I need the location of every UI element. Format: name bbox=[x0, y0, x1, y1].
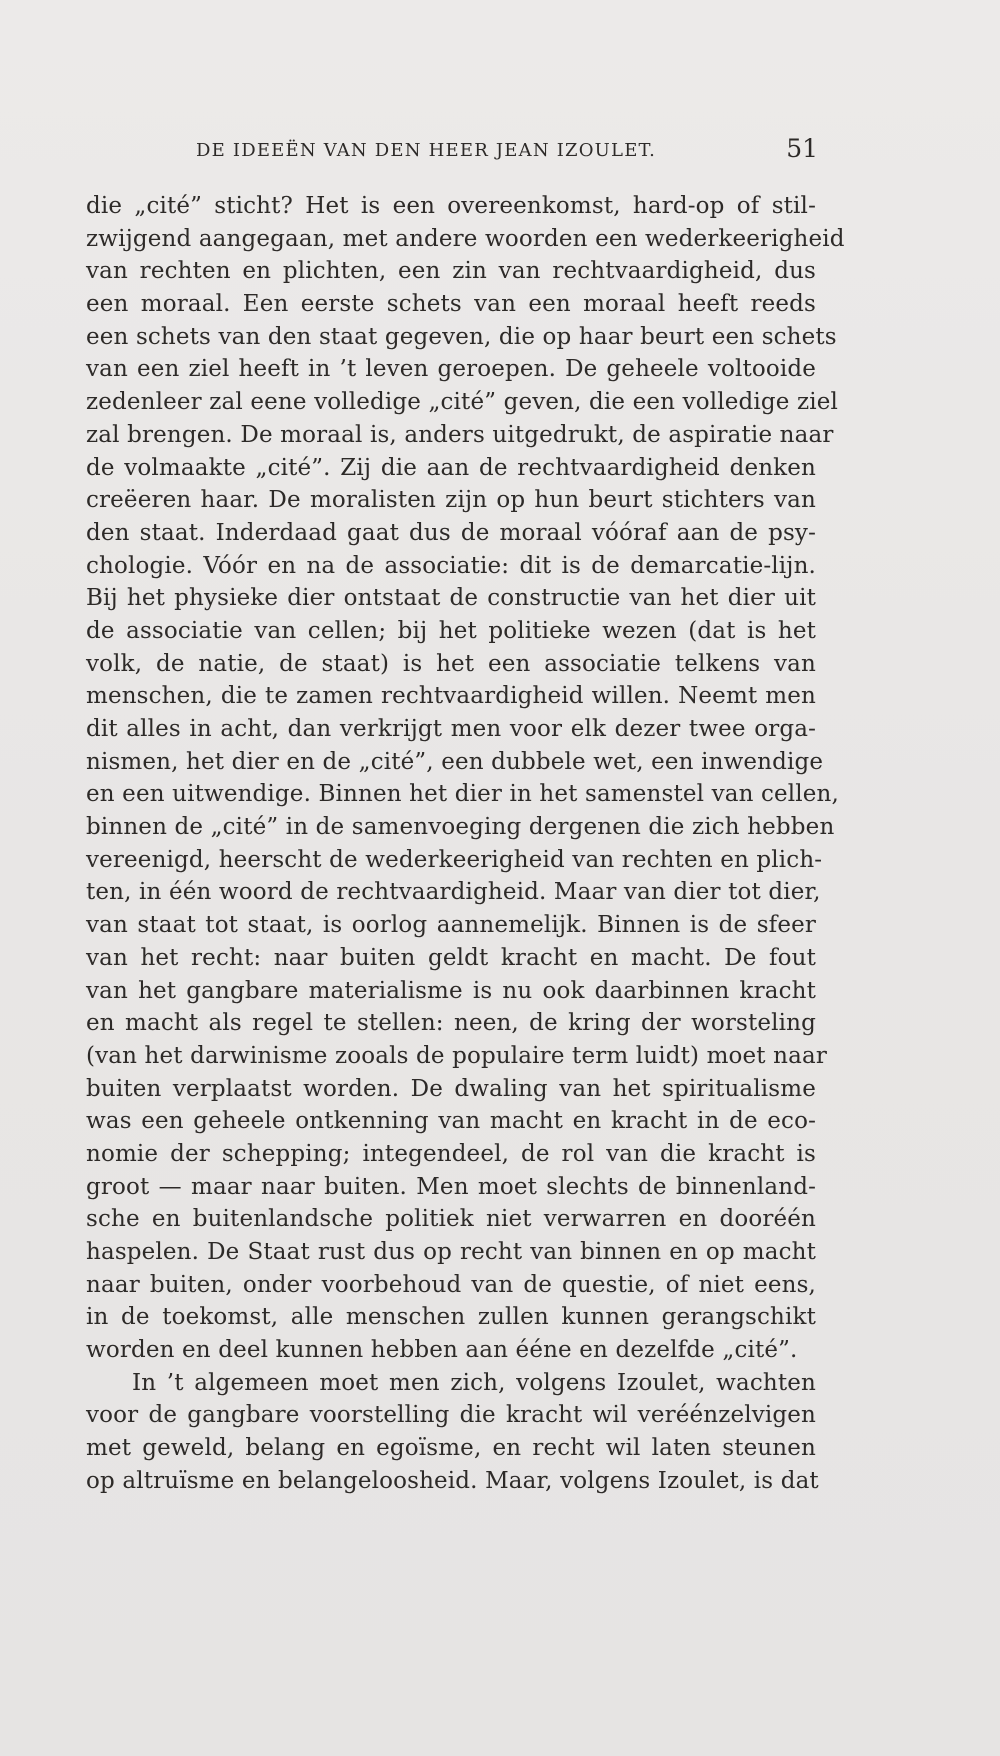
text-line: van staat tot staat, is oorlog aannemelijk. Binnen is de sfeer bbox=[86, 912, 816, 939]
paragraph-first-line: In ’t algemeen moet men zich, volgens Izoulet, wachten bbox=[132, 1369, 816, 1396]
running-title: DE IDEEËN VAN DEN HEER JEAN IZOULET. bbox=[196, 140, 657, 161]
text-line: zwijgend aangegaan, met andere woorden een wederkeerigheid bbox=[86, 225, 845, 252]
text-line: met geweld, belang en egoïsme, en recht wil laten steunen bbox=[86, 1435, 816, 1462]
paragraph-end-line: worden en deel kunnen hebben aan ééne en dezelfde „cité”. bbox=[86, 1337, 798, 1364]
text-line: de volmaakte „cité”. Zij die aan de rechtvaardigheid denken bbox=[86, 454, 816, 481]
text-line: binnen de „cité” in de samenvoeging dergenen die zich hebben bbox=[86, 814, 835, 841]
text-line: volk, de natie, de staat) is het een associatie telkens van bbox=[86, 650, 816, 677]
text-line: creëeren haar. De moralisten zijn op hun beurt stichters van bbox=[86, 487, 816, 514]
text-line: Bij het physieke dier ontstaat de constructie van het dier uit bbox=[86, 585, 816, 612]
text-line: van het gangbare materialisme is nu ook daarbinnen kracht bbox=[86, 977, 816, 1004]
text-line: een moraal. Een eerste schets van een moraal heeft reeds bbox=[86, 291, 816, 318]
text-line: buiten verplaatst worden. De dwaling van het spiritualisme bbox=[86, 1075, 816, 1102]
text-line: een schets van den staat gegeven, die op haar beurt een schets bbox=[86, 323, 837, 350]
text-line: van rechten en plichten, een zin van rechtvaardigheid, dus bbox=[86, 258, 816, 285]
text-line: nomie der schepping; integendeel, de rol van die kracht is bbox=[86, 1140, 816, 1167]
text-line: en een uitwendige. Binnen het dier in het samenstel van cellen, bbox=[86, 781, 839, 808]
text-line: in de toekomst, alle menschen zullen kunnen gerangschikt bbox=[86, 1304, 816, 1331]
text-line: was een geheele ontkenning van macht en kracht in de eco- bbox=[86, 1108, 816, 1135]
text-line: chologie. Vóór en na de associatie: dit is de demarcatie-lijn. bbox=[86, 552, 816, 579]
text-line: den staat. Inderdaad gaat dus de moraal vóóraf aan de psy- bbox=[86, 519, 816, 546]
text-line: voor de gangbare voorstelling die kracht wil veréénzelvigen bbox=[86, 1402, 816, 1429]
text-line: ten, in één woord de rechtvaardigheid. Maar van dier tot dier, bbox=[86, 879, 821, 906]
text-line: de associatie van cellen; bij het politieke wezen (dat is het bbox=[86, 617, 816, 644]
running-head bbox=[86, 134, 818, 170]
text-line: en macht als regel te stellen: neen, de kring der worsteling bbox=[86, 1010, 816, 1037]
text-line: (van het darwinisme zooals de populaire term luidt) moet naar bbox=[86, 1042, 827, 1069]
text-line: sche en buitenlandsche politiek niet verwarren en dooréén bbox=[86, 1206, 816, 1233]
body-text bbox=[86, 190, 845, 1498]
text-line: haspelen. De Staat rust dus op recht van binnen en op macht bbox=[86, 1239, 816, 1265]
text-line: nismen, het dier en de „cité”, een dubbele wet, een inwendige bbox=[86, 748, 824, 775]
text-line: van een ziel heeft in ’t leven geroepen. De geheele voltooide bbox=[86, 356, 816, 383]
text-line: naar buiten, onder voorbehoud van de questie, of niet eens, bbox=[86, 1271, 816, 1298]
text-line: op altruïsme en belangeloosheid. Maar, volgens Izoulet, is dat bbox=[86, 1467, 819, 1494]
text-line: zedenleer zal eene volledige „cité” geven, die een volledige ziel bbox=[86, 389, 838, 416]
text-line: groot — maar naar buiten. Men moet slechts de binnenland- bbox=[86, 1173, 816, 1200]
text-line: vereenigd, heerscht de wederkeerigheid van rechten en plich- bbox=[86, 846, 823, 873]
text-line: dit alles in acht, dan verkrijgt men voor elk dezer twee orga- bbox=[86, 716, 816, 742]
text-line: zal brengen. De moraal is, anders uitgedrukt, de aspiratie naar bbox=[86, 421, 834, 448]
page-number: 51 bbox=[786, 134, 818, 163]
text-line: menschen, die te zamen rechtvaardigheid willen. Neemt men bbox=[86, 683, 816, 710]
text-line: van het recht: naar buiten geldt kracht en macht. De fout bbox=[86, 944, 816, 971]
text-line: die „cité” sticht? Het is een overeenkomst, hard-op of stil- bbox=[86, 193, 816, 219]
